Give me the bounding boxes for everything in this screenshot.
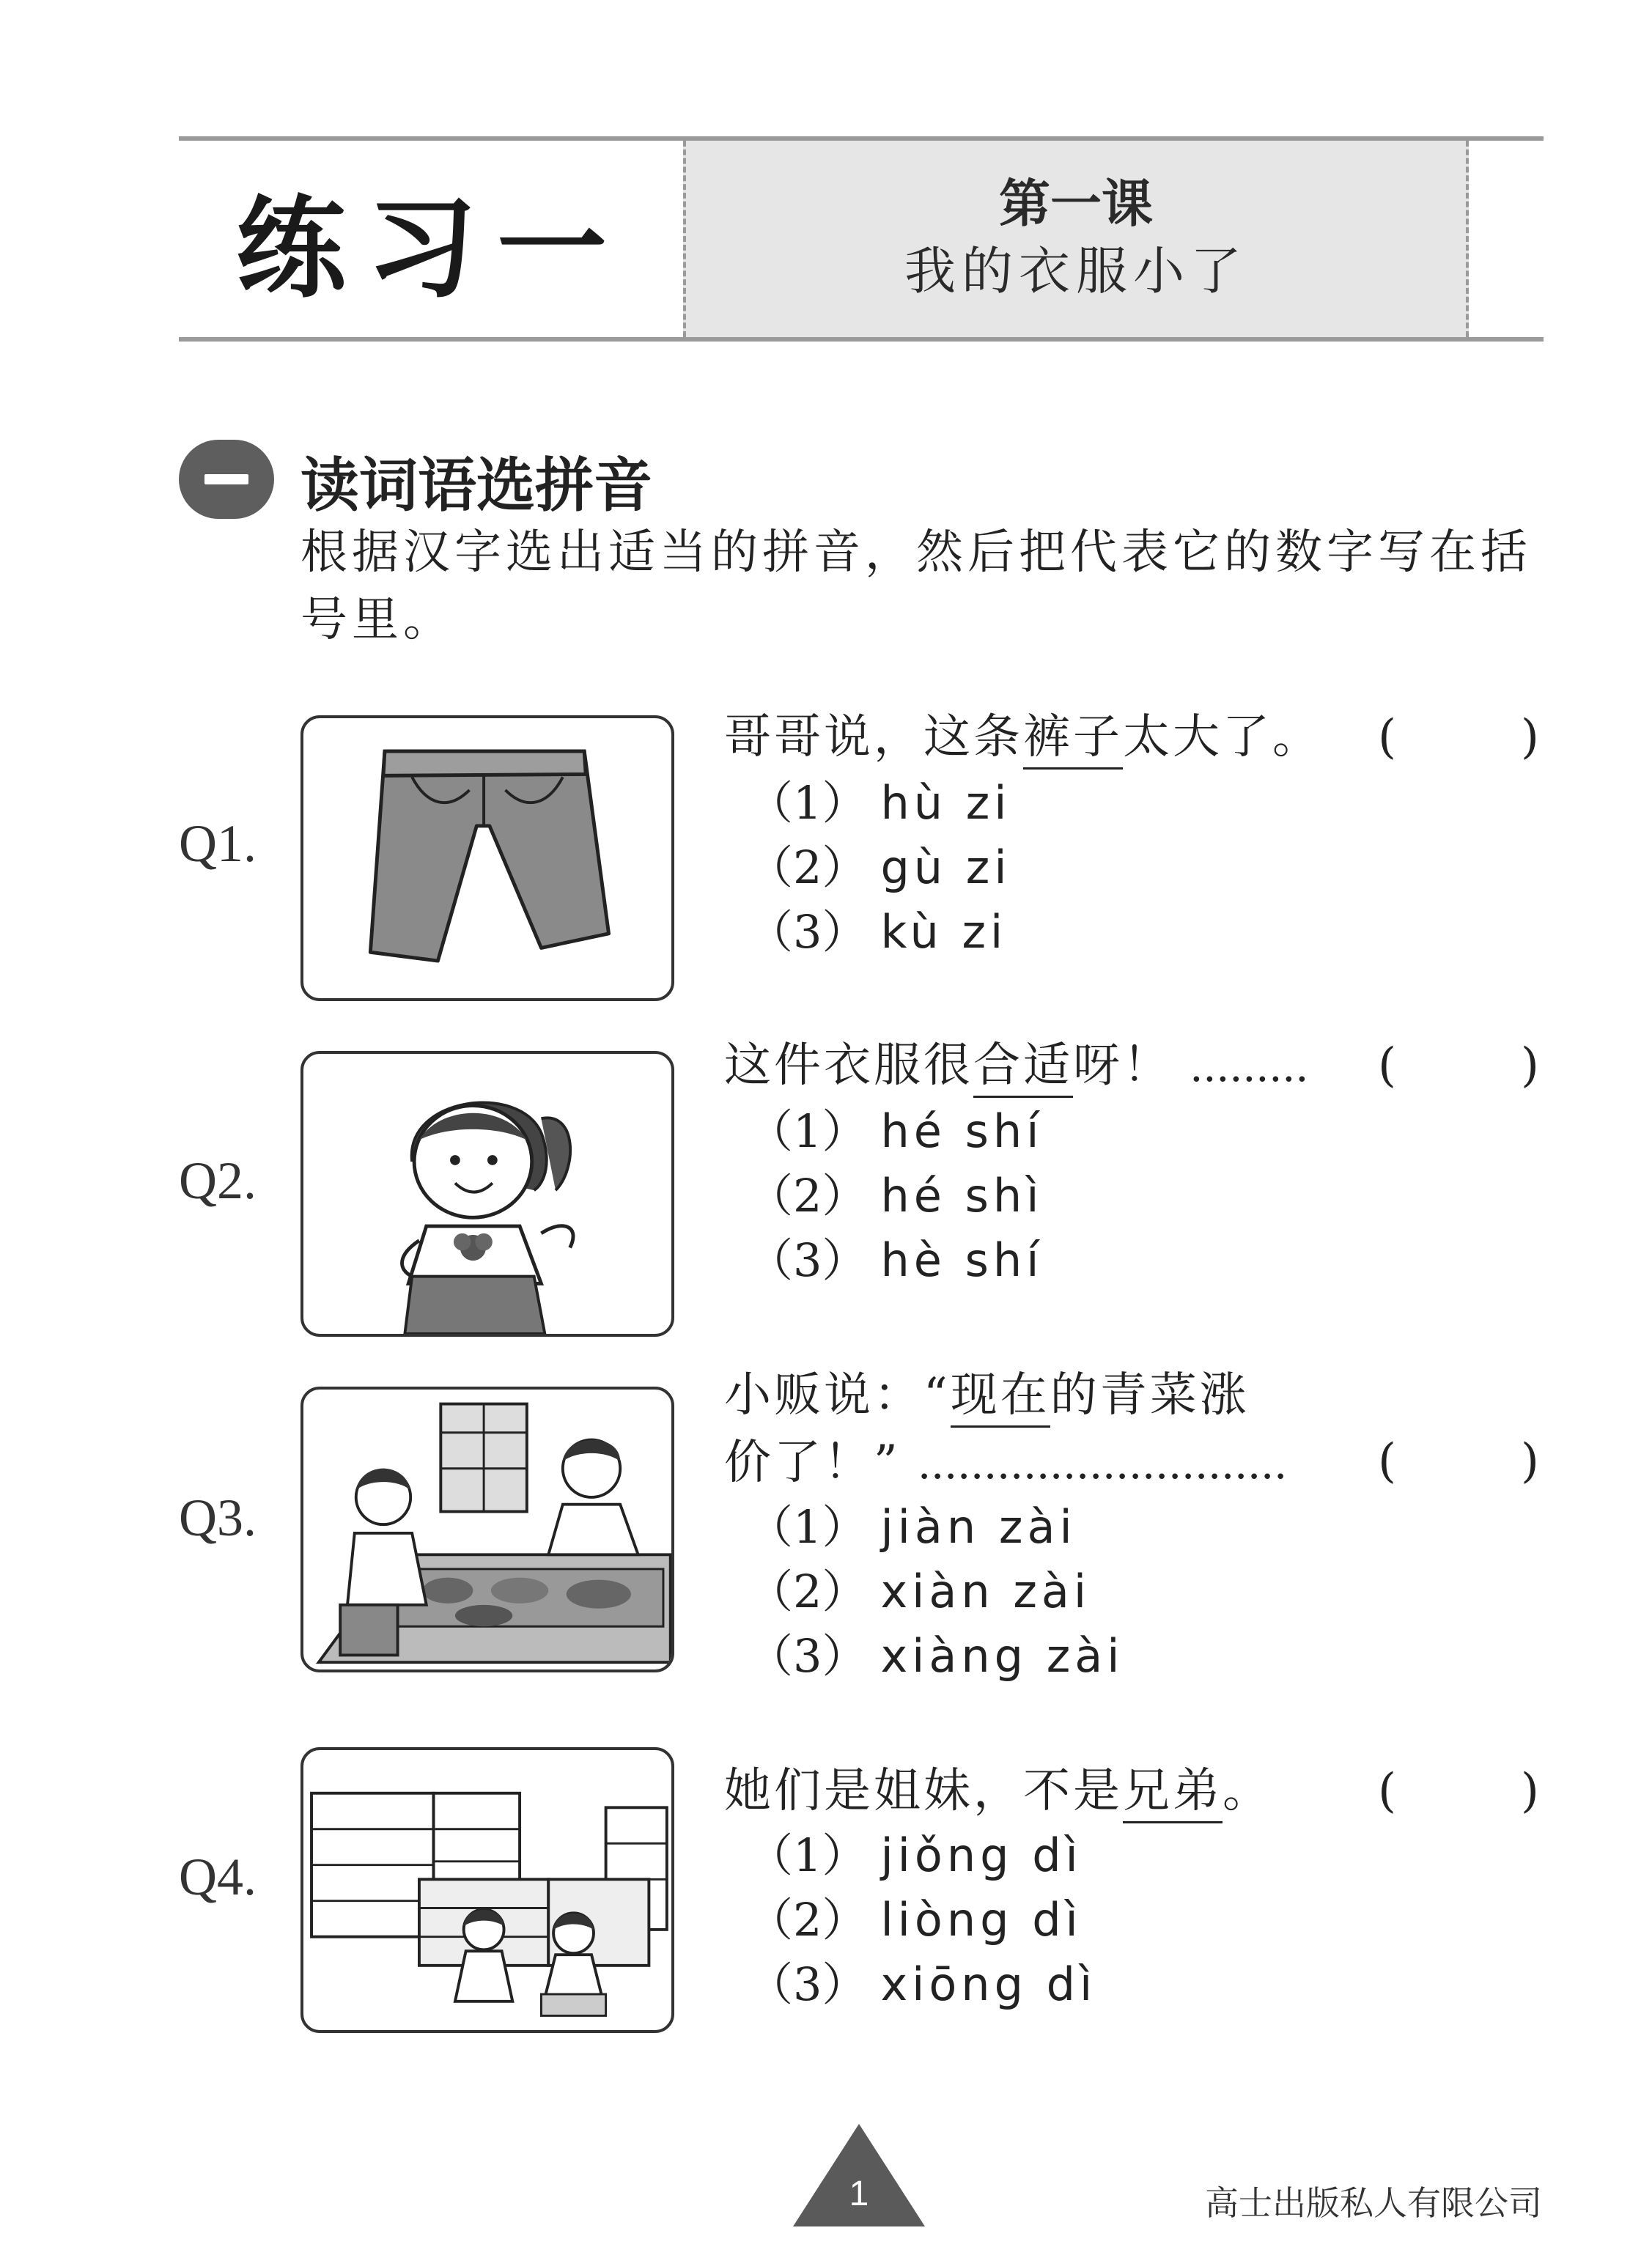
open-paren: ( <box>1378 1038 1396 1093</box>
option-number: （2） <box>748 841 868 894</box>
section-title: 读词语选拼音 <box>300 451 652 520</box>
stem-text: 她们是姐妹，不是 <box>724 1764 1123 1818</box>
open-paren: ( <box>1378 1434 1396 1488</box>
page-number: 1 <box>849 2174 869 2213</box>
close-paren: ) <box>1521 710 1539 764</box>
stem-text: 。 <box>1223 1764 1272 1818</box>
stem-text: 呀！ <box>1073 1038 1173 1093</box>
option <box>748 1888 1083 1952</box>
option <box>748 1952 1096 2017</box>
leader-dots: ......... <box>1190 1039 1310 1091</box>
close-paren: ) <box>1521 1038 1539 1093</box>
option <box>748 1099 1043 1164</box>
question-label: Q1. <box>179 814 257 873</box>
option <box>748 1495 1077 1560</box>
option <box>748 1228 1043 1293</box>
option-number: （1） <box>748 1829 868 1882</box>
option-pinyin: liòng dì <box>880 1893 1083 1947</box>
question-label: Q3. <box>179 1488 257 1547</box>
stem-text: 太大了。 <box>1123 710 1322 764</box>
underlined-word: 现在 <box>951 1368 1050 1428</box>
exercise-header <box>179 136 1544 342</box>
close-paren: ) <box>1521 1434 1539 1488</box>
option <box>748 1560 1091 1624</box>
underlined-word: 兄弟 <box>1123 1764 1223 1823</box>
underlined-word: 裤子 <box>1023 710 1123 770</box>
option-number: （2） <box>748 1565 868 1618</box>
option-pinyin: gù zi <box>880 841 1011 894</box>
option <box>748 1624 1124 1689</box>
lesson-number: 第一课 <box>999 174 1153 234</box>
option-number: （1） <box>748 776 868 830</box>
option-number: （3） <box>748 1233 868 1287</box>
option-number: （2） <box>748 1169 868 1222</box>
option-number: （1） <box>748 1500 868 1554</box>
option-pinyin: jiǒng dì <box>880 1829 1083 1882</box>
option-pinyin: xiàn zài <box>880 1565 1091 1618</box>
answer-blank[interactable] <box>1378 705 1539 770</box>
question-label: Q4. <box>179 1848 257 1906</box>
option <box>748 1164 1043 1228</box>
option-pinyin: hé shì <box>880 1169 1044 1222</box>
option <box>748 900 1007 964</box>
open-paren: ( <box>1378 710 1396 764</box>
option-pinyin: jiàn zài <box>880 1500 1077 1554</box>
option-number: （3） <box>748 1629 868 1683</box>
shorts-icon <box>300 715 674 1001</box>
market-icon <box>300 1387 674 1672</box>
option-pinyin: hè shí <box>880 1233 1044 1287</box>
girl-icon <box>300 1051 674 1337</box>
option <box>748 771 1011 835</box>
lesson-box <box>683 141 1469 337</box>
option-number: （2） <box>748 1893 868 1947</box>
publisher-name: 高士出版私人有限公司 <box>1205 2183 1542 2223</box>
option-pinyin: hù zi <box>880 776 1011 830</box>
exercise-title: 练习一 <box>235 185 627 313</box>
answer-blank[interactable] <box>1378 1429 1539 1494</box>
stem-text: 小贩说：“ <box>724 1368 951 1423</box>
answer-blank[interactable] <box>1378 1033 1539 1098</box>
stem-text: 这件衣服很 <box>724 1038 973 1093</box>
stem-text: 价了！” <box>724 1436 901 1490</box>
underlined-word: 合适 <box>973 1038 1073 1098</box>
option-pinyin: xiàng zài <box>880 1629 1124 1683</box>
lesson-name: 我的衣服小了 <box>904 240 1247 301</box>
option-pinyin: xiōng dì <box>880 1958 1097 2011</box>
section-description: 根据汉字选出适当的拼音，然后把代表它的数字写在括号里。 <box>300 525 1532 647</box>
library-icon <box>300 1747 674 2033</box>
open-paren: ( <box>1378 1764 1396 1818</box>
stem-text: 的青菜涨 <box>1050 1368 1250 1423</box>
question-label: Q2. <box>179 1151 257 1210</box>
option-pinyin: hé shí <box>880 1104 1044 1158</box>
option <box>748 1823 1083 1888</box>
answer-blank[interactable] <box>1378 1759 1539 1823</box>
option-number: （1） <box>748 1104 868 1158</box>
leader-dots: ............................ <box>918 1436 1288 1488</box>
option-number: （3） <box>748 1958 868 2011</box>
stem-text: 哥哥说，这条 <box>724 710 1023 764</box>
option-pinyin: kù zi <box>880 905 1008 959</box>
close-paren: ) <box>1521 1764 1539 1818</box>
section-number-badge <box>179 440 274 519</box>
option <box>748 835 1011 900</box>
option-number: （3） <box>748 905 868 959</box>
